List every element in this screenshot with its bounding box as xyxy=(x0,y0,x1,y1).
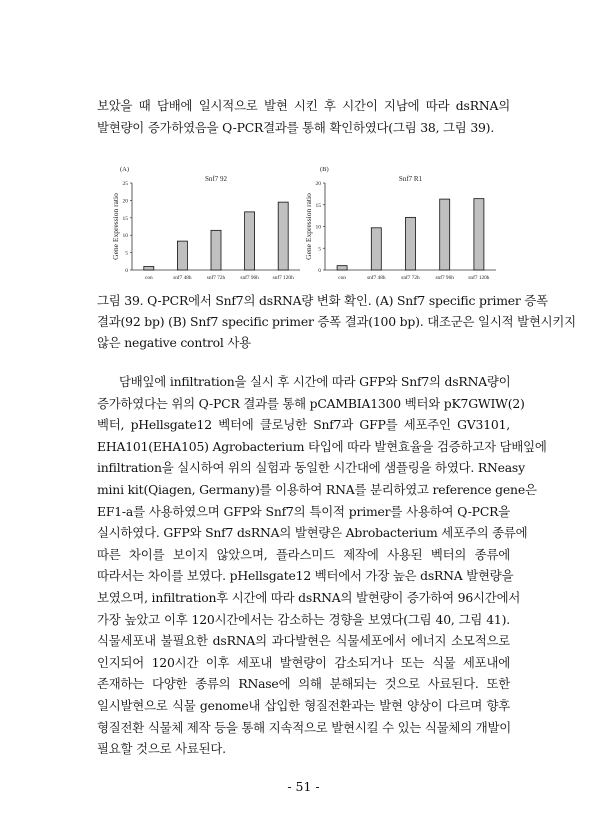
x-tick-label: snf7 72h xyxy=(206,275,226,281)
y-tick-label: 10 xyxy=(122,233,128,240)
text-line: EF1-a를 사용하였으며 GFP와 Snf7의 특이적 primer를 사용하여 Q-PCR을 xyxy=(97,503,510,519)
x-tick-label: snf7 72h xyxy=(401,275,420,281)
text-line: 따른 차이를 보이지 않았으며, 플라스미드 제작에 사용된 벡터의 종류에 xyxy=(97,546,510,562)
y-axis-label: Gene Expression ratio xyxy=(111,193,120,260)
x-tick-label: con xyxy=(338,275,346,281)
bar xyxy=(474,199,484,270)
text-line: 형질전환 식물체 제작 등을 통해 지속적으로 발현시킬 수 있는 식물체의 개발이 xyxy=(97,719,512,735)
text-line: 일시발현으로 식물 genome내 삽입한 형질전환과는 발현 양상이 다르며 향후 xyxy=(97,698,510,713)
text-line: mini kit(Qiagen, Germany)를 이용하여 RNA를 분리하였고 reference gene은 xyxy=(97,482,537,497)
y-tick-label: 15 xyxy=(315,202,321,209)
bar xyxy=(278,202,288,270)
panel-label: (A) xyxy=(120,166,130,173)
y-tick-label: 5 xyxy=(318,246,321,253)
chart-title: Snf7 R1 xyxy=(398,175,423,183)
caption-line: 그림 39. Q-PCR에서 Snf7의 dsRNA량 변화 확인. (A) Snf7 specific primer 증폭 xyxy=(97,293,548,308)
y-tick-label: 15 xyxy=(122,215,128,222)
x-tick-label: snf7 96h xyxy=(435,275,454,281)
text-line: EHA101(EHA105) Agrobacterium 타입에 따라 발현효율을 검증하고자 담배잎에 xyxy=(97,438,547,454)
text-line: 증가하였다는 위의 Q-PCR 결과를 통해 pCAMBIA1300 벡터와 pK7GWIW(2) xyxy=(97,395,525,411)
x-tick-label: snf7 120h xyxy=(272,275,294,281)
text-line: 벡터, pHellsgate12 벡터에 클로닝한 Snf7과 GFP를 세포주인 GV3101, xyxy=(97,417,510,433)
text-line: 발현량이 증가하였음을 Q-PCR결과를 통해 확인하였다(그림 38, 그림 39). xyxy=(97,120,495,135)
text-line: 식물세포내 불필요한 dsRNA의 과다발현은 식물세포에서 에너지 소모적으로 xyxy=(97,633,510,649)
text-line: 실시하였다. GFP와 Snf7 dsRNA의 발현량은 Abrobacterium 세포주의 종류에 xyxy=(97,525,528,541)
bar-chart-a xyxy=(98,160,303,282)
panel-label: (B) xyxy=(320,166,329,173)
y-tick-label: 5 xyxy=(125,250,128,257)
y-tick-label: 20 xyxy=(122,198,128,205)
text-line: 인지되어 120시간 이후 세포내 발현량이 감소되거나 또는 식물 세포내에 xyxy=(97,654,510,670)
y-tick-label: 25 xyxy=(122,181,128,187)
bar-chart-b xyxy=(298,160,503,282)
bar xyxy=(406,217,416,270)
text-line: 가장 높았고 이후 120시간에서는 감소하는 경향을 보였다(그림 40, 그림 41). xyxy=(97,611,510,627)
page-number: - 51 - xyxy=(287,779,320,794)
caption-line: 결과(92 bp) (B) Snf7 specific primer 증폭 결과(100 bp). 대조군은 일시적 발현시키지 xyxy=(97,314,576,329)
y-tick-label: 0 xyxy=(125,268,128,274)
bar xyxy=(371,228,381,270)
y-tick-label: 20 xyxy=(315,181,321,187)
caption-line: 않은 negative control 사용 xyxy=(97,335,251,350)
bar xyxy=(245,212,255,270)
text-line: 보였으며, infiltration후 시간에 따라 dsRNA의 발현량이 증가하여 96시간에서 xyxy=(97,590,521,605)
x-tick-label: snf7 48h xyxy=(367,275,386,281)
x-tick-label: snf7 48h xyxy=(173,275,192,281)
y-tick-label: 0 xyxy=(318,268,321,274)
text-line: infiltration을 실시하여 위의 실험과 동일한 시간대에 샘플링을 하였다. RNeasy xyxy=(97,460,525,476)
x-tick-label: snf7 96h xyxy=(240,275,259,281)
bar xyxy=(177,241,187,270)
bar xyxy=(337,266,347,270)
bar xyxy=(144,267,154,270)
bar xyxy=(211,230,221,270)
text-line: 담배잎에 infiltration을 실시 후 시간에 따라 GFP와 Snf7의 dsRNA량이 xyxy=(119,374,511,389)
y-axis-label: Gene Expression ratio xyxy=(304,193,313,260)
text-line: 따라서는 차이를 보였다. pHellsgate12 벡터에서 가장 높은 dsRNA 발현량을 xyxy=(97,568,514,584)
x-tick-label: con xyxy=(144,275,153,281)
text-line: 존재하는 다양한 종류의 RNase에 의해 분해되는 것으로 사료된다. 또한 xyxy=(97,676,510,692)
chart-title: Snf7 92 xyxy=(205,175,227,183)
text-line: 보았을 때 담배에 일시적으로 발현 시킨 후 시간이 지남에 따라 dsRNA의 xyxy=(97,98,510,113)
bar xyxy=(440,199,450,270)
text-line: 필요할 것으로 사료된다. xyxy=(97,741,226,757)
y-tick-label: 10 xyxy=(315,224,321,231)
x-tick-label: snf7 120h xyxy=(468,275,490,281)
